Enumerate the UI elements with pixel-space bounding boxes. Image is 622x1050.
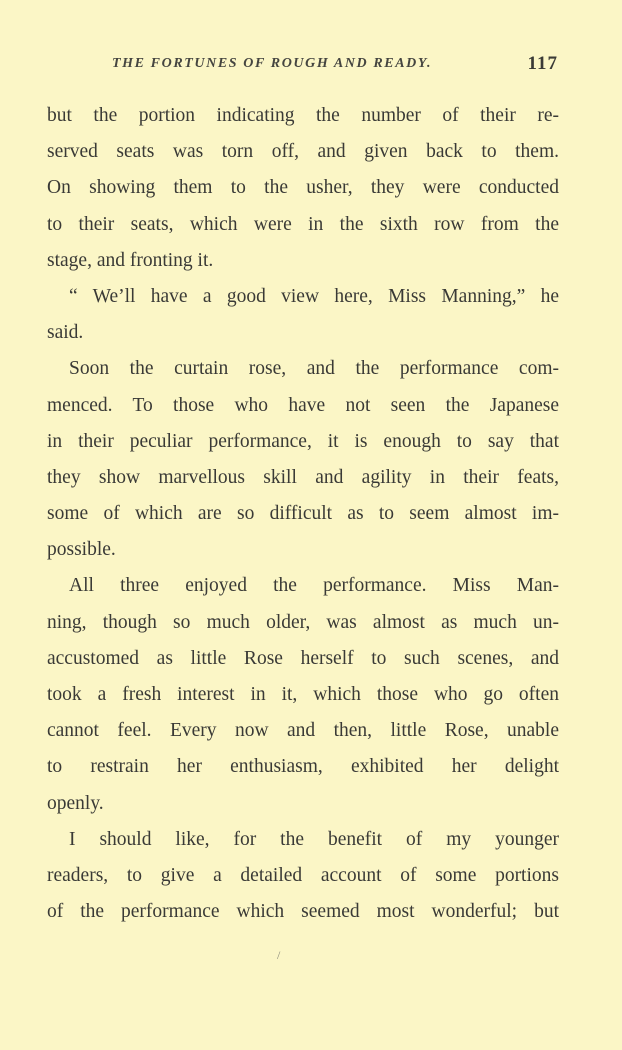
running-head — [112, 53, 558, 80]
body-text — [47, 98, 559, 930]
page-number: 117 — [527, 53, 558, 74]
text-line: ning, though so much older, was almost as much un- — [47, 611, 559, 633]
running-title: THE FORTUNES OF ROUGH AND READY. — [112, 56, 433, 71]
text-line: stage, and fronting it. — [47, 249, 214, 271]
text-line: On showing them to the usher, they were conducted — [47, 177, 559, 199]
text-line: served seats was torn off, and given back to them. — [47, 141, 559, 163]
text-line: Soon the curtain rose, and the performance com- — [69, 358, 559, 380]
text-line: in their peculiar performance, it is enough to say that — [47, 430, 559, 452]
page-mark: / — [277, 948, 281, 962]
paragraph — [47, 351, 559, 568]
text-line: All three enjoyed the performance. Miss Man- — [69, 575, 559, 597]
text-line: they show marvellous skill and agility in their feats, — [47, 466, 559, 488]
text-line: of the performance which seemed most wonderful; but — [47, 901, 559, 923]
paragraph — [47, 98, 559, 279]
text-line: I should like, for the benefit of my younger — [69, 828, 559, 850]
text-line: openly. — [47, 792, 104, 814]
text-line: but the portion indicating the number of their re- — [47, 105, 559, 126]
text-line: “ We’ll have a good view here, Miss Manning,” he — [69, 285, 559, 307]
text-line: menced. To those who have not seen the Japanese — [47, 394, 559, 416]
text-line: took a fresh interest in it, which those who go often — [47, 684, 559, 705]
text-line: some of which are so difficult as to seem almost im- — [47, 503, 559, 525]
text-line: readers, to give a detailed account of some portions — [47, 864, 559, 886]
text-line: said. — [47, 322, 84, 344]
text-line: possible. — [47, 539, 116, 561]
paragraph — [47, 568, 559, 821]
text-line: to restrain her enthusiasm, exhibited her delight — [47, 756, 559, 778]
paragraph — [47, 822, 559, 931]
text-line: cannot feel. Every now and then, little Rose, unable — [47, 720, 559, 742]
text-line: accustomed as little Rose herself to such scenes, and — [47, 647, 559, 669]
paragraph — [47, 279, 559, 351]
text-line: to their seats, which were in the sixth row from the — [47, 213, 559, 235]
